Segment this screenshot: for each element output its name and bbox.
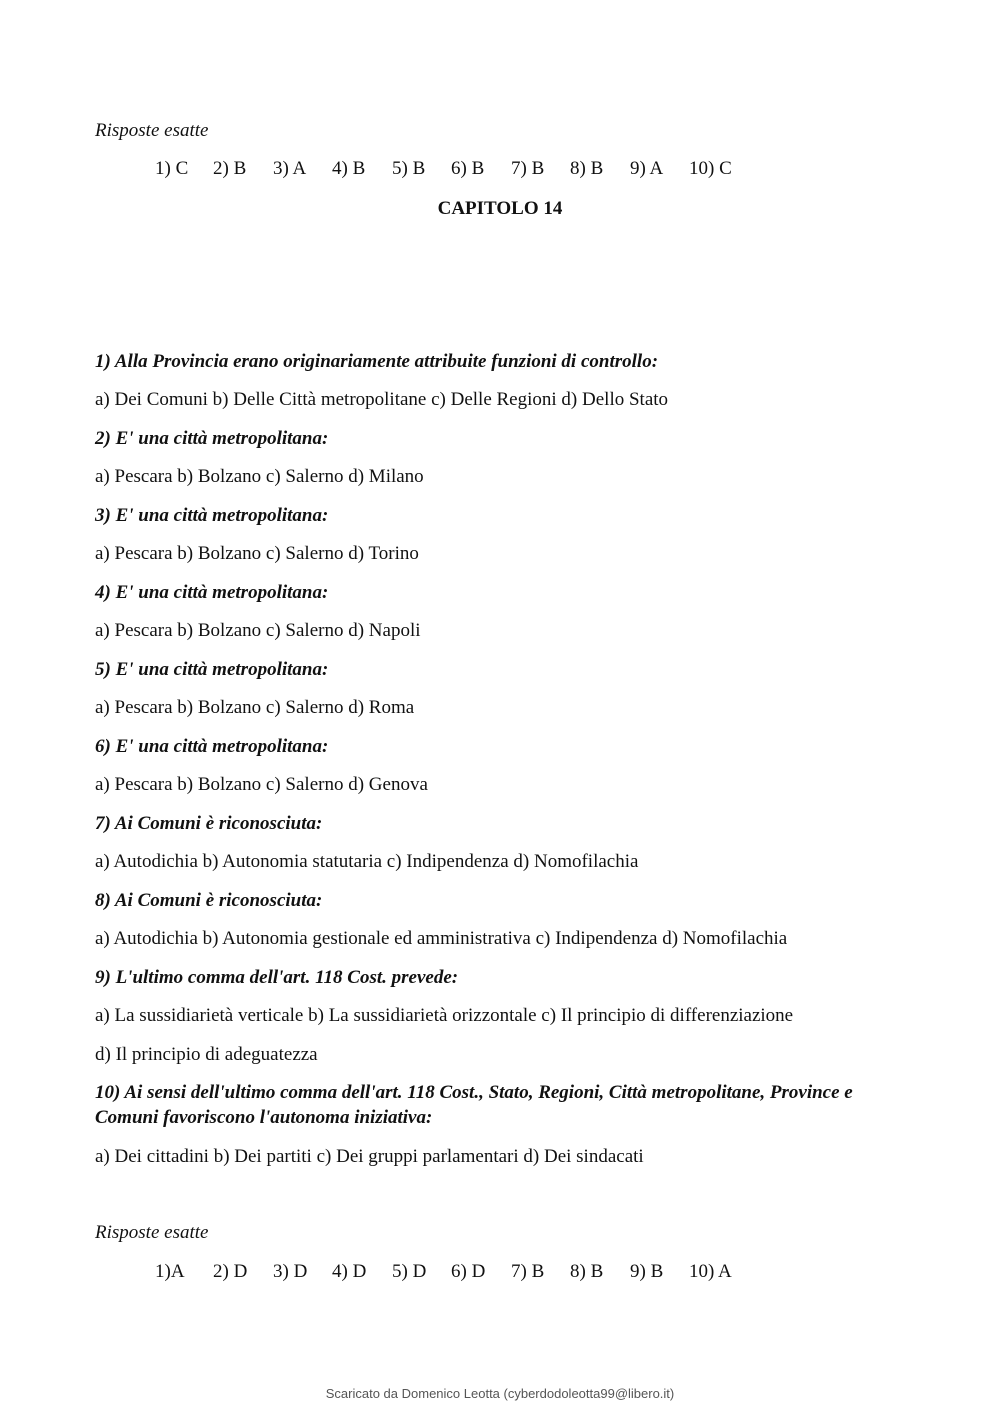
answers-heading-bottom: Risposte esatte <box>95 1222 209 1243</box>
answer-item: 6) B <box>451 158 485 179</box>
question-10: 10) Ai sensi dell'ultimo comma dell'art. 118 Cost., Stato, Regioni, Città metropolitane, Province e <box>95 1082 853 1103</box>
answer-options-2: a) Pescara b) Bolzano c) Salerno d) Milano <box>95 466 424 487</box>
answer-options-6: a) Pescara b) Bolzano c) Salerno d) Genova <box>95 774 428 795</box>
answer-options-4: a) Pescara b) Bolzano c) Salerno d) Napoli <box>95 620 421 641</box>
answer-options-3: a) Pescara b) Bolzano c) Salerno d) Torino <box>95 543 419 564</box>
answer-options-9-cont: d) Il principio di adeguatezza <box>95 1044 318 1065</box>
answer-item: 5) D <box>392 1261 427 1282</box>
answer-item: 4) B <box>332 158 366 179</box>
question-3: 3) E' una città metropolitana: <box>95 505 329 526</box>
answer-item: 7) B <box>511 158 545 179</box>
answer-item: 3) D <box>273 1261 308 1282</box>
answer-item: 7) B <box>511 1261 545 1282</box>
answer-item: 8) B <box>570 1261 604 1282</box>
question-6: 6) E' una città metropolitana: <box>95 736 329 757</box>
answer-item: 10) A <box>689 1261 732 1282</box>
answer-item: 2) D <box>213 1261 248 1282</box>
answer-item: 9) A <box>630 158 664 179</box>
answer-item: 1) C <box>155 158 189 179</box>
answer-options-5: a) Pescara b) Bolzano c) Salerno d) Roma <box>95 697 415 718</box>
question-10-cont: Comuni favoriscono l'autonoma iniziativa: <box>95 1107 433 1128</box>
question-9: 9) L'ultimo comma dell'art. 118 Cost. prevede: <box>95 967 459 988</box>
answer-item: 3) A <box>273 158 307 179</box>
question-4: 4) E' una città metropolitana: <box>95 582 329 603</box>
answer-item: 2) B <box>213 158 247 179</box>
answer-item: 4) D <box>332 1261 367 1282</box>
question-2: 2) E' una città metropolitana: <box>95 428 329 449</box>
answer-options-7: a) Autodichia b) Autonomia statutaria c) Indipendenza d) Nomofilachia <box>95 851 639 872</box>
answer-item: 8) B <box>570 158 604 179</box>
question-7: 7) Ai Comuni è riconosciuta: <box>95 813 323 834</box>
download-footer: Scaricato da Domenico Leotta (cyberdodoleotta99@libero.it) <box>325 1386 675 1401</box>
answer-item: 10) C <box>689 158 732 179</box>
answer-item: 1)A <box>155 1261 185 1282</box>
answer-options-10: a) Dei cittadini b) Dei partiti c) Dei gruppi parlamentari d) Dei sindacati <box>95 1146 644 1167</box>
answer-options-9: a) La sussidiarietà verticale b) La sussidiarietà orizzontale c) Il principio di differenziazione <box>95 1005 794 1026</box>
answer-item: 9) B <box>630 1261 664 1282</box>
answer-options-1: a) Dei Comuni b) Delle Città metropolitane c) Delle Regioni d) Dello Stato <box>95 389 669 410</box>
answer-item: 6) D <box>451 1261 486 1282</box>
question-8: 8) Ai Comuni è riconosciuta: <box>95 890 323 911</box>
question-5: 5) E' una città metropolitana: <box>95 659 329 680</box>
chapter-title: CAPITOLO 14 <box>437 198 563 219</box>
answer-options-8: a) Autodichia b) Autonomia gestionale ed amministrativa c) Indipendenza d) Nomofilachia <box>95 928 788 949</box>
answer-item: 5) B <box>392 158 426 179</box>
question-1: 1) Alla Provincia erano originariamente attribuite funzioni di controllo: <box>95 351 659 372</box>
answers-heading-top: Risposte esatte <box>95 120 209 141</box>
